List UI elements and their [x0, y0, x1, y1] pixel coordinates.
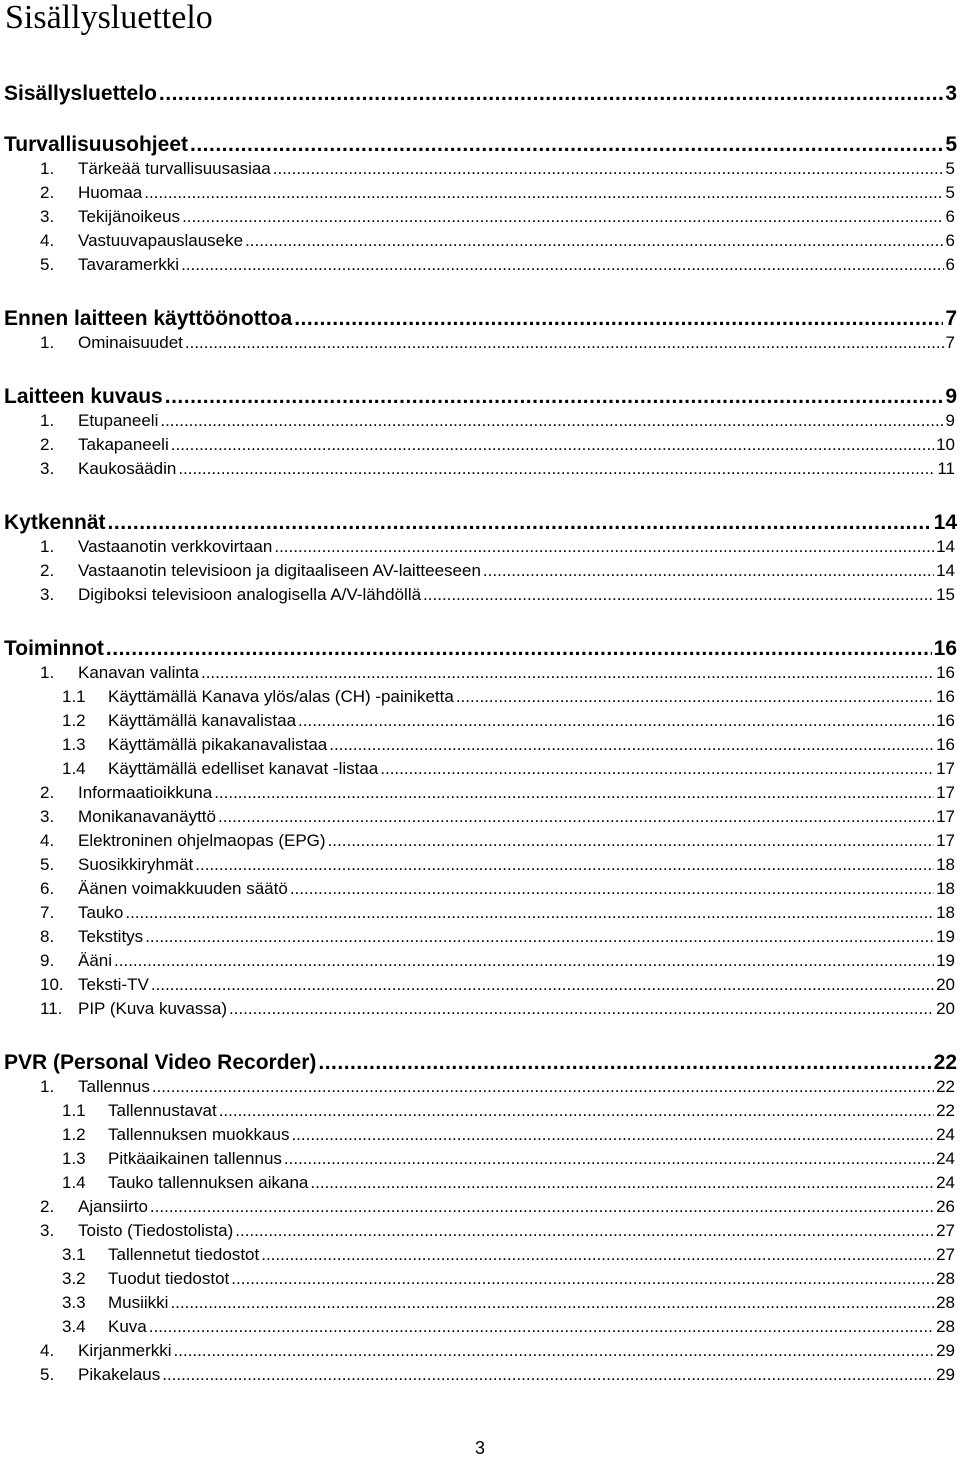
- toc-entry-page: 10: [936, 435, 955, 454]
- toc-entry-label: Tavaramerkki: [78, 255, 180, 274]
- toc-entry-number: 7.: [40, 903, 55, 922]
- toc-entry-number: 1.: [40, 663, 55, 682]
- toc-dot-leader: [145, 927, 934, 947]
- toc-entry-number: 5.: [40, 1365, 55, 1384]
- toc-entry-number: 10.: [40, 975, 64, 994]
- toc-dot-leader: [108, 511, 932, 535]
- toc-entry[interactable]: [40, 537, 955, 557]
- toc-dot-leader: [274, 537, 934, 557]
- toc-entry-number: 1.1: [62, 1101, 86, 1120]
- toc-entry-page: 3: [945, 82, 957, 105]
- toc-entry-number: 3.: [40, 459, 55, 478]
- toc-dot-leader: [190, 133, 943, 157]
- toc-entry-page: 7: [945, 307, 957, 330]
- toc-entry-page: 26: [936, 1197, 955, 1216]
- toc-dot-leader: [456, 687, 934, 707]
- toc-entry-label: Tärkeää turvallisuusasiaa: [78, 159, 271, 178]
- toc-dot-leader: [284, 1149, 934, 1169]
- page-number: 3: [474, 1438, 485, 1458]
- toc-dot-leader: [273, 159, 944, 179]
- toc-entry-label: Äänen voimakkuuden säätö: [78, 879, 288, 898]
- toc-entry[interactable]: [62, 1101, 955, 1121]
- toc-entry-label: Etupaneeli: [78, 411, 159, 430]
- toc-dot-leader: [294, 307, 943, 331]
- toc-entry-number: 1.: [40, 411, 55, 430]
- toc-entry-label: Tallennustavat: [108, 1101, 217, 1120]
- toc-entry[interactable]: [40, 585, 955, 605]
- toc-entry[interactable]: [40, 1341, 955, 1361]
- toc-entry-label: Tallennetut tiedostot: [108, 1245, 260, 1264]
- toc-entry[interactable]: [62, 1149, 955, 1169]
- toc-entry-number: 1.2: [62, 711, 86, 730]
- toc-entry-number: 3.: [40, 207, 55, 226]
- toc-dot-leader: [160, 411, 943, 431]
- toc-entry[interactable]: [40, 975, 955, 995]
- page-title: Sisällysluettelo: [5, 0, 213, 36]
- toc-entry-page: 17: [936, 759, 955, 778]
- toc-entry-number: 6.: [40, 879, 55, 898]
- toc-entry-label: Pikakelaus: [78, 1365, 161, 1384]
- toc-entry[interactable]: [40, 255, 955, 275]
- toc-entry[interactable]: [62, 1317, 955, 1337]
- toc-entry-label: Käyttämällä kanavalistaa: [108, 711, 297, 730]
- toc-entry[interactable]: [40, 807, 955, 827]
- toc-entry-label: Käyttämällä pikakanavalistaa: [108, 735, 328, 754]
- toc-entry-page: 28: [936, 1293, 955, 1312]
- toc-entry-page: 6: [945, 255, 955, 274]
- toc-entry-number: 2.: [40, 435, 55, 454]
- toc-dot-leader: [231, 1269, 934, 1289]
- toc-entry-label: Takapaneeli: [78, 435, 169, 454]
- toc-entry[interactable]: [40, 951, 955, 971]
- toc-entry-page: 5: [945, 183, 955, 202]
- toc-entry-number: 5.: [40, 255, 55, 274]
- toc-entry-page: 16: [933, 637, 957, 660]
- toc-dot-leader: [178, 459, 935, 479]
- toc-entry-label: Ajansiirto: [78, 1197, 148, 1216]
- toc-entry-label: Informaatioikkuna: [78, 783, 213, 802]
- toc-entry[interactable]: [40, 831, 955, 851]
- toc-entry-label: Tekijänoikeus: [78, 207, 181, 226]
- toc-dot-leader: [423, 585, 934, 605]
- toc-entry-label: Turvallisuusohjeet: [4, 133, 188, 156]
- toc-entry[interactable]: [40, 459, 955, 479]
- toc-entry-number: 1.3: [62, 735, 86, 754]
- toc-dot-leader: [218, 807, 934, 827]
- toc-entry-label: Tauko: [78, 903, 124, 922]
- toc-entry-page: 18: [936, 855, 955, 874]
- toc-entry-label: Kanavan valinta: [78, 663, 199, 682]
- toc-dot-leader: [219, 1101, 934, 1121]
- toc-entry-number: 3.: [40, 585, 55, 604]
- toc-entry[interactable]: [62, 1269, 955, 1289]
- toc-entry-number: 2.: [40, 561, 55, 580]
- toc-entry[interactable]: [40, 183, 955, 203]
- toc-entry-page: 29: [936, 1365, 955, 1384]
- toc-dot-leader: [195, 855, 934, 875]
- toc-entry-page: 6: [945, 231, 955, 250]
- toc-entry-number: 1.: [40, 333, 55, 352]
- toc-entry-label: Toiminnot: [4, 637, 104, 660]
- toc-entry-number: 2.: [40, 783, 55, 802]
- toc-dot-leader: [165, 385, 944, 409]
- toc-entry-label: PIP (Kuva kuvassa): [78, 999, 227, 1018]
- toc-entry-page: 5: [945, 133, 957, 156]
- toc-entry-number: 2.: [40, 1197, 55, 1216]
- toc-entry-page: 16: [936, 711, 955, 730]
- toc-entry-page: 28: [936, 1317, 955, 1336]
- toc-entry-page: 14: [933, 511, 957, 534]
- toc-entry-number: 4.: [40, 831, 55, 850]
- toc-entry-page: 16: [936, 663, 955, 682]
- toc-entry-number: 8.: [40, 927, 55, 946]
- toc-dot-leader: [171, 435, 934, 455]
- toc-entry-page: 9: [945, 411, 955, 430]
- toc-entry-label: Ennen laitteen käyttöönottoa: [4, 307, 293, 330]
- toc-entry-label: Digiboksi televisioon analogisella A/V-lähdöllä: [78, 585, 422, 604]
- toc-entry[interactable]: [62, 1293, 955, 1313]
- toc-dot-leader: [291, 1125, 934, 1145]
- toc-entry-page: 20: [936, 999, 955, 1018]
- toc-entry-page: 17: [936, 783, 955, 802]
- toc-entry-number: 4.: [40, 1341, 55, 1360]
- toc-entry-label: Kytkennät: [4, 511, 106, 534]
- toc-entry-number: 2.: [40, 183, 55, 202]
- toc-entry-label: Tuodut tiedostot: [108, 1269, 230, 1288]
- toc-entry-page: 17: [936, 807, 955, 826]
- toc-entry-page: 18: [936, 879, 955, 898]
- toc-entry-label: Tekstitys: [78, 927, 144, 946]
- toc-entry[interactable]: [62, 687, 955, 707]
- toc-section-entry[interactable]: [4, 82, 957, 106]
- toc-entry-label: Sisällysluettelo: [4, 82, 157, 105]
- toc-entry-label: Käyttämällä edelliset kanavat -listaa: [108, 759, 379, 778]
- toc-entry-number: 3.1: [62, 1245, 86, 1264]
- toc-entry-number: 9.: [40, 951, 55, 970]
- toc-entry-label: Tallennuksen muokkaus: [108, 1125, 290, 1144]
- toc-entry[interactable]: [40, 159, 955, 179]
- toc-entry-label: Monikanavanäyttö: [78, 807, 216, 826]
- toc-entry-label: Kaukosäädin: [78, 459, 177, 478]
- toc-entry-label: Vastuuvapauslauseke: [78, 231, 244, 250]
- toc-entry-page: 16: [936, 687, 955, 706]
- toc-entry[interactable]: [40, 411, 955, 431]
- toc-entry[interactable]: [40, 333, 955, 353]
- toc-entry[interactable]: [40, 903, 955, 923]
- toc-dot-leader: [229, 999, 934, 1019]
- toc-entry-page: 15: [936, 585, 955, 604]
- toc-entry-page: 14: [936, 561, 955, 580]
- toc-entry-label: Toisto (Tiedostolista): [78, 1221, 234, 1240]
- toc-section-entry[interactable]: [4, 385, 957, 409]
- toc-entry-page: 14: [936, 537, 955, 556]
- toc-section-entry[interactable]: [4, 307, 957, 331]
- toc-section-entry[interactable]: [4, 511, 957, 535]
- toc-dot-leader: [483, 561, 934, 581]
- toc-entry-number: 3.2: [62, 1269, 86, 1288]
- toc-entry-page: 29: [936, 1341, 955, 1360]
- toc-entry-page: 19: [936, 951, 955, 970]
- toc-entry-number: 1.: [40, 537, 55, 556]
- toc-dot-leader: [181, 255, 943, 275]
- toc-entry-page: 6: [945, 207, 955, 226]
- toc-entry[interactable]: [40, 999, 955, 1019]
- toc-entry-label: Tallennus: [78, 1077, 150, 1096]
- toc-entry-page: 18: [936, 903, 955, 922]
- toc-entry-label: Teksti-TV: [78, 975, 149, 994]
- toc-dot-leader: [214, 783, 934, 803]
- toc-entry-page: 17: [936, 831, 955, 850]
- toc-entry-label: Käyttämällä Kanava ylös/alas (CH) -painiketta: [108, 687, 454, 706]
- toc-entry-page: 22: [936, 1077, 955, 1096]
- toc-dot-leader: [125, 903, 934, 923]
- toc-dot-leader: [298, 711, 934, 731]
- toc-entry-number: 4.: [40, 231, 55, 250]
- toc-entry-number: 1.4: [62, 759, 86, 778]
- toc-dot-leader: [174, 1341, 935, 1361]
- toc-dot-leader: [318, 1051, 931, 1075]
- toc-entry[interactable]: [40, 561, 955, 581]
- toc-section-entry[interactable]: [4, 637, 957, 661]
- toc-entry[interactable]: [62, 1173, 955, 1193]
- toc-entry-label: Pitkäaikainen tallennus: [108, 1149, 282, 1168]
- toc-entry-number: 3.: [40, 1221, 55, 1240]
- toc-entry[interactable]: [40, 435, 955, 455]
- toc-dot-leader: [201, 663, 934, 683]
- toc-dot-leader: [310, 1173, 934, 1193]
- toc-entry-label: Vastaanotin televisioon ja digitaaliseen AV-laitteeseen: [78, 561, 481, 580]
- toc-entry-page: 24: [936, 1125, 955, 1144]
- toc-dot-leader: [106, 637, 932, 661]
- toc-entry-page: 11: [937, 459, 955, 478]
- toc-entry-label: Musiikki: [108, 1293, 169, 1312]
- toc-entry[interactable]: [40, 927, 955, 947]
- toc-dot-leader: [185, 333, 944, 353]
- toc-entry-label: Ominaisuudet: [78, 333, 183, 352]
- toc-entry-number: 1.: [40, 159, 55, 178]
- toc-entry-page: 22: [933, 1051, 957, 1074]
- toc-entry[interactable]: [40, 1197, 955, 1217]
- toc-entry-page: 20: [936, 975, 955, 994]
- toc-entry-number: 3.: [40, 807, 55, 826]
- toc-entry-page: 9: [945, 385, 957, 408]
- toc-entry-page: 24: [936, 1173, 955, 1192]
- toc-entry[interactable]: [40, 663, 955, 683]
- toc-entry-label: Kirjanmerkki: [78, 1341, 172, 1360]
- toc-entry-number: 3.3: [62, 1293, 86, 1312]
- toc-dot-leader: [329, 735, 934, 755]
- toc-entry-page: 7: [945, 333, 955, 352]
- toc-entry[interactable]: [40, 879, 955, 899]
- toc-dot-leader: [261, 1245, 934, 1265]
- toc-dot-leader: [150, 1197, 934, 1217]
- toc-entry-number: 5.: [40, 855, 55, 874]
- toc-dot-leader: [114, 951, 934, 971]
- toc-entry-label: Kuva: [108, 1317, 147, 1336]
- toc-entry[interactable]: [62, 759, 955, 779]
- toc-dot-leader: [290, 879, 934, 899]
- toc-dot-leader: [235, 1221, 934, 1241]
- toc-entry-page: 24: [936, 1149, 955, 1168]
- toc-entry[interactable]: [62, 1245, 955, 1265]
- toc-dot-leader: [162, 1365, 934, 1385]
- toc-entry-label: Elektroninen ohjelmaopas (EPG): [78, 831, 326, 850]
- toc-dot-leader: [380, 759, 934, 779]
- toc-entry-number: 1.3: [62, 1149, 86, 1168]
- toc-section-entry[interactable]: [4, 1051, 957, 1075]
- toc-dot-leader: [170, 1293, 934, 1313]
- toc-entry-page: 5: [945, 159, 955, 178]
- toc-entry[interactable]: [62, 711, 955, 731]
- toc-entry-number: 11.: [40, 999, 63, 1018]
- toc-entry-page: 16: [936, 735, 955, 754]
- toc-entry-label: Suosikkiryhmät: [78, 855, 194, 874]
- toc-entry-label: Laitteen kuvaus: [4, 385, 163, 408]
- toc-entry-page: 22: [936, 1101, 955, 1120]
- toc-entry-page: 28: [936, 1269, 955, 1288]
- toc-entry[interactable]: [40, 783, 955, 803]
- toc-entry-number: 1.2: [62, 1125, 86, 1144]
- toc-entry-number: 1.1: [62, 687, 86, 706]
- toc-dot-leader: [152, 1077, 934, 1097]
- toc-entry[interactable]: [40, 1221, 955, 1241]
- toc-dot-leader: [328, 831, 935, 851]
- toc-entry-label: Vastaanotin verkkovirtaan: [78, 537, 273, 556]
- toc-entry-label: Ääni: [78, 951, 113, 970]
- toc-entry[interactable]: [40, 1365, 955, 1385]
- toc-dot-leader: [144, 183, 943, 203]
- toc-dot-leader: [151, 975, 934, 995]
- toc-entry-label: PVR (Personal Video Recorder): [4, 1051, 317, 1074]
- toc-dot-leader: [245, 231, 943, 251]
- toc-section-entry[interactable]: [4, 133, 957, 157]
- toc-entry-number: 3.4: [62, 1317, 86, 1336]
- toc-entry-number: 1.4: [62, 1173, 86, 1192]
- toc-entry-page: 27: [936, 1245, 955, 1264]
- toc-entry[interactable]: [40, 231, 955, 251]
- toc-entry[interactable]: [40, 855, 955, 875]
- toc-entry-label: Tauko tallennuksen aikana: [108, 1173, 309, 1192]
- toc-entry-number: 1.: [40, 1077, 55, 1096]
- toc-entry[interactable]: [62, 1125, 955, 1145]
- toc-entry[interactable]: [40, 1077, 955, 1097]
- toc-entry[interactable]: [40, 207, 955, 227]
- toc-dot-leader: [149, 1317, 934, 1337]
- toc-entry-page: 27: [936, 1221, 955, 1240]
- toc-entry-label: Huomaa: [78, 183, 143, 202]
- toc-entry[interactable]: [62, 735, 955, 755]
- toc-dot-leader: [182, 207, 943, 227]
- toc-entry-page: 19: [936, 927, 955, 946]
- toc-dot-leader: [159, 82, 943, 106]
